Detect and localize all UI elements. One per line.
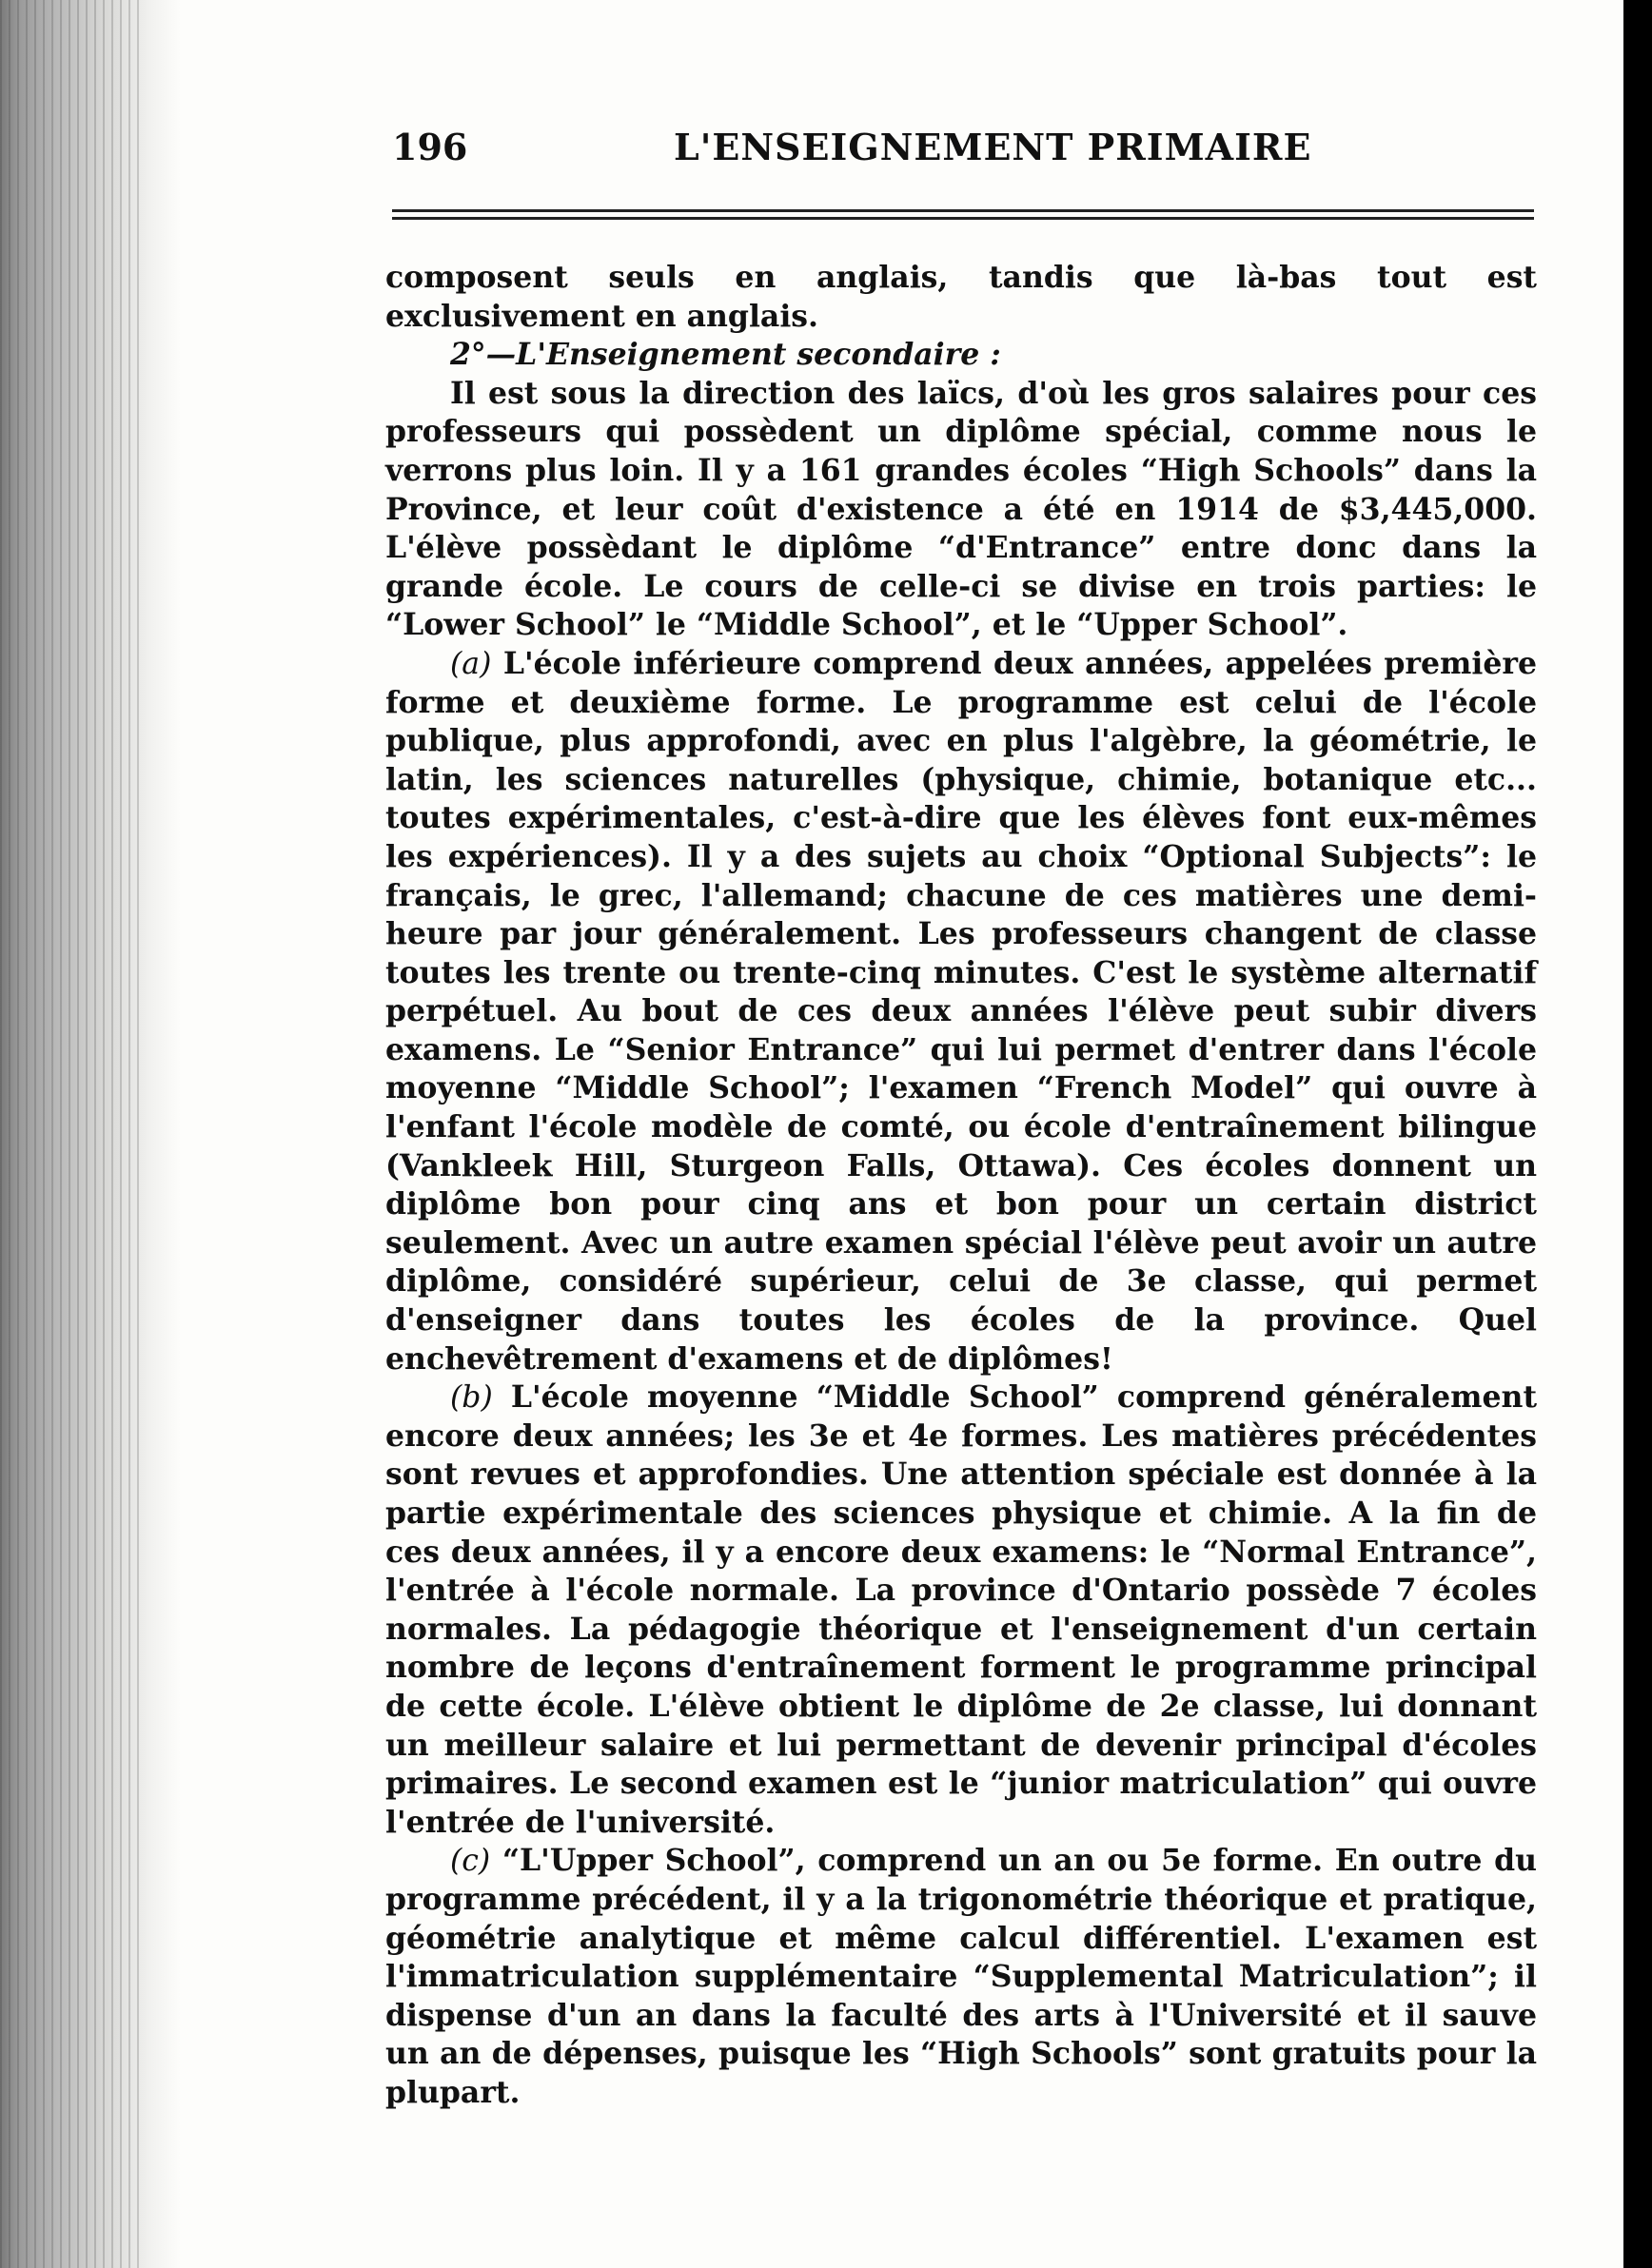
body-text: [385, 259, 1537, 2113]
section-title: 2°—L'Enseignement secondaire :: [450, 337, 1001, 373]
list-marker-b: (b): [450, 1380, 493, 1416]
list-marker-a: (a): [450, 646, 492, 681]
running-title: L'ENSEIGNEMENT PRIMAIRE: [674, 126, 1312, 168]
paragraph-c-text: “L'Upper School”, comprend un an ou 5e forme. En outre du programme précédent, il y a la trigonométrie théorique et pratique, géométrie analytique et même calcul différentiel. L'examen est l'immatriculation supplémentaire “Supplemental Matriculation”; il dispense d'un an dans la faculté des arts à l'Université et il sauve un an de dépenses, puisque les “High Schools” sont gratuits pour la plupart.: [385, 1843, 1538, 2110]
binding-page-edges: [0, 0, 143, 2268]
paragraph-a-text: L'école inférieure comprend deux années, appelées première forme et deuxième forme. Le programme est celui de l'école publique, plus approfondi, avec en plus l'algèbre, la géométrie, le latin, les sciences naturelles (physique, chimie, botanique etc... toutes expérimentales, c'est-à-dire que les élèves font eux-mêmes les expériences). Il y a des sujets au choix “Optional Subjects”: le français, le grec, l'allemand; chacune de ces matières une demi-heure par jour généralement. Les professeurs changent de classe toutes les trente ou trente-cinq minutes. C'est le système alternatif perpétuel. Au bout de ces deux années l'élève peut subir divers examens. Le “Senior Entrance” qui lui permet d'entrer dans l'école moyenne “Middle School”; l'examen “French Model” qui ouvre à l'enfant l'école modèle de comté, ou école d'entraînement bilingue (Vankleek Hill, Sturgeon Falls, Ottawa). Ces écoles donnent un diplôme bon pour cinq ans et bon pour un certain district seulement. Avec un autre examen spécial l'élève peut avoir un autre diplôme, considéré supérieur, celui de 3e classe, qui permet d'enseigner dans toutes les écoles de la province. Quel enchevêtrement d'examens et de diplômes!: [385, 645, 1538, 1377]
paragraph-a: [385, 645, 1537, 1378]
page-header: [392, 126, 1524, 183]
page-number: 196: [392, 126, 468, 168]
paragraph-secondary: Il est sous la direction des laïcs, d'où les gros salaires pour ces professeurs qui possèdent un diplôme spécial, comme nous le verrons plus loin. Il y a 161 grandes écoles “High Schools” dans la Province, et leur coût d'existence a été en 1914 de $3,445,000. L'élève possèdant le diplôme “d'Entrance” entre donc dans la grande école. Le cours de celle-ci se divise en trois parties: le “Lower School” le “Middle School”, et le “Upper School”.: [385, 375, 1537, 643]
list-marker-c: (c): [450, 1844, 491, 1879]
paragraph-intro: composent seuls en anglais, tandis que là-bas tout est exclusivement en anglais.: [385, 260, 1537, 334]
scan-border-right: [1623, 0, 1652, 2268]
paragraph-b-text: L'école moyenne “Middle School” comprend généralement encore deux années; les 3e et 4e formes. Les matières précédentes sont revues et approfondies. Une attention spéciale est donnée à la partie expérimentale des sciences physique et chimie. A la fin de ces deux années, il y a encore deux examens: le “Normal Entrance”, l'entrée à l'école normale. La province d'Ontario possède 7 écoles normales. La pédagogie théorique et l'enseignement d'un certain nombre de leçons d'entraînement forment le programme principal de cette école. L'élève obtient le diplôme de 2e classe, lui donnant un meilleur salaire et lui permettant de devenir principal d'écoles primaires. Le second examen est le “junior matriculation” qui ouvre l'entrée de l'université.: [385, 1379, 1537, 1840]
header-rule-top: [392, 209, 1534, 212]
paragraph-c: [385, 1842, 1537, 2112]
header-rule-bottom: [392, 217, 1534, 220]
paragraph-b: [385, 1378, 1537, 1842]
